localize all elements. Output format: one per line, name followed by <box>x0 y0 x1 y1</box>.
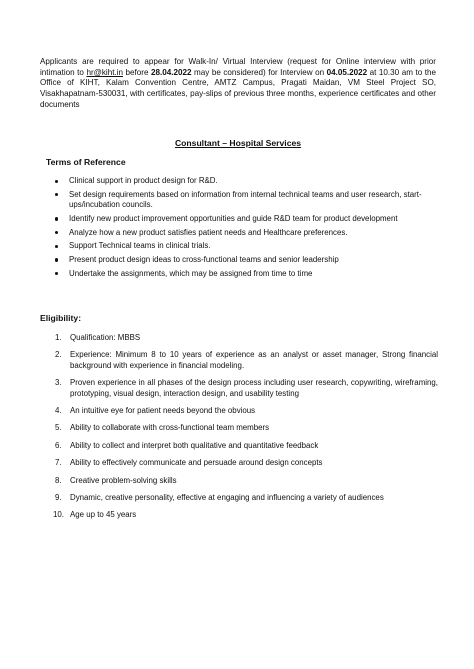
list-item-text: Present product design ideas to cross-functional teams and senior leadership <box>69 254 339 264</box>
list-item-text: An intuitive eye for patient needs beyond the obvious <box>70 406 256 416</box>
intro-text-4: at 10.30 am to the Office of KIHT, Kalam Convention Centre, AMTZ Campus, Pragati Maidan, VM Steel Project SO, Visakhapatnam-530031, with certificates, pay-slips of previous three months, experience certificates and other documents <box>40 67 436 109</box>
intro-text-3: may be considered) for Interview on <box>191 67 327 77</box>
list-item <box>40 423 438 433</box>
bullet-icon <box>55 245 58 248</box>
bullet-icon <box>55 217 58 220</box>
list-number: 9. <box>55 493 62 503</box>
list-number: 10. <box>53 510 64 520</box>
list-item-text: Creative problem-solving skills <box>70 475 177 485</box>
terms-heading: Terms of Reference <box>46 157 126 167</box>
list-item <box>46 190 438 211</box>
list-item-text: Set design requirements based on information from internal technical teams and user research, start-ups/incubation councils. <box>69 189 422 210</box>
list-item <box>40 510 438 520</box>
list-item-text: Ability to collaborate with cross-functional team members <box>70 423 270 433</box>
list-item-text: Support Technical teams in clinical trials. <box>69 241 211 251</box>
intro-text-2: before <box>123 67 151 77</box>
list-number: 7. <box>55 458 62 468</box>
list-item <box>46 176 438 186</box>
interview-date: 04.05.2022 <box>326 67 368 77</box>
list-item <box>46 255 438 265</box>
list-number: 1. <box>55 333 62 342</box>
bullet-icon <box>55 231 58 234</box>
list-item-text: Proven experience in all phases of the design process including user research, copywriting, wireframing, prototyping, visual design, interaction design, and usability testing <box>70 378 438 398</box>
list-item <box>40 493 438 503</box>
eligibility-heading: Eligibility: <box>40 313 82 323</box>
list-item <box>40 476 438 486</box>
email-link[interactable]: hr@kiht.in <box>86 67 123 77</box>
eligibility-list <box>40 333 438 528</box>
list-item <box>40 441 438 451</box>
intro-paragraph <box>40 57 436 111</box>
intro-text-1: Applicants are required to appear for Walk-In/ Virtual Interview (request for Online interview with prior intimation to <box>40 57 436 77</box>
list-item <box>46 214 438 224</box>
list-number: 8. <box>55 475 62 485</box>
bullet-icon <box>55 258 58 261</box>
bullet-icon <box>55 180 58 183</box>
list-item <box>40 406 438 416</box>
list-item-text: Age up to 45 years <box>70 510 137 520</box>
position-title: Consultant – Hospital Services <box>174 138 302 148</box>
list-number: 4. <box>55 406 62 416</box>
list-number: 5. <box>55 423 62 433</box>
list-item-text: Ability to effectively communicate and persuade around design concepts <box>70 458 323 468</box>
list-item <box>40 333 438 343</box>
bullet-icon <box>55 272 58 275</box>
list-item <box>40 458 438 468</box>
list-number: 3. <box>55 378 62 388</box>
list-item-text: Qualification: MBBS <box>70 333 141 342</box>
list-item-text: Dynamic, creative personality, effective at engaging and influencing a variety of audiences <box>70 493 384 503</box>
terms-list <box>46 176 438 282</box>
list-number: 6. <box>55 440 62 450</box>
list-item-text: Identify new product improvement opportunities and guide R&D team for product development <box>69 213 398 223</box>
list-item-text: Ability to collect and interpret both qualitative and quantitative feedback <box>70 440 319 450</box>
deadline-date: 28.04.2022 <box>151 67 192 77</box>
list-item <box>40 378 438 399</box>
list-item <box>46 269 438 279</box>
list-item <box>40 350 438 371</box>
list-item <box>46 241 438 251</box>
list-item-text: Analyze how a new product satisfies patient needs and Healthcare preferences. <box>69 227 348 237</box>
bullet-icon <box>55 193 58 196</box>
list-item <box>46 228 438 238</box>
list-item-text: Undertake the assignments, which may be assigned from time to time <box>69 268 313 278</box>
list-item-text: Experience: Minimum 8 to 10 years of experience as an analyst or asset manager, Strong financial background with experience in financial modeling. <box>70 350 438 370</box>
list-number: 2. <box>55 350 62 360</box>
list-item-text: Clinical support in product design for R&D. <box>69 176 218 185</box>
